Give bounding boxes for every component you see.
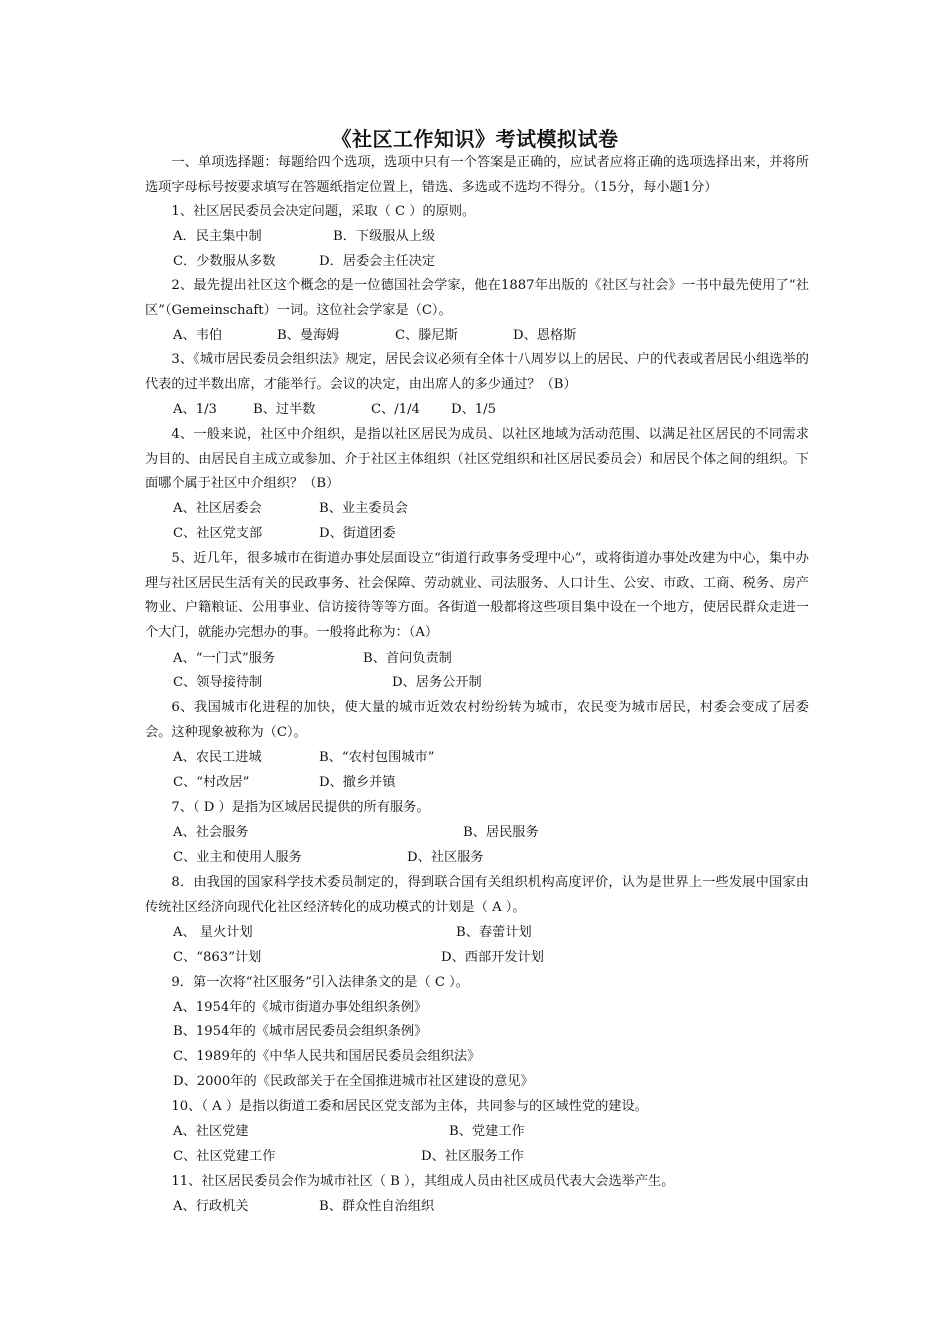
option-a: A、社区党建 <box>173 1124 249 1139</box>
question-8-options-row-1 <box>173 921 532 946</box>
question-10-stem: 10、（ A ）是指以街道工委和居民区党支部为主体，共同参与的区域性党的建设。 <box>171 1099 648 1114</box>
question-7-stem: 7、（ D ）是指为区域居民提供的所有服务。 <box>171 800 430 815</box>
option-d: D、街道团委 <box>319 526 396 541</box>
question-10-options-row-1 <box>173 1120 525 1145</box>
question-8-stem: 8．由我国的国家科学技术委员制定的，得到联合国有关组织机构高度评价，认为是世界上一些发展中国家由传统社区经济向现代化社区经济转化的成功模式的计划是（ A ）。 <box>145 875 809 915</box>
option-c: C．少数服从多数 <box>173 254 276 269</box>
option-d: D、1/5 <box>451 402 496 417</box>
question-9-stem: 9．第一次将“社区服务”引入法律条文的是（ C ）。 <box>171 975 469 990</box>
question-2-options <box>173 324 576 349</box>
question-7-options-row-1 <box>173 821 539 846</box>
option-a: A、社区居委会 <box>173 501 262 516</box>
option-b: B、居民服务 <box>463 825 539 840</box>
question-7-options-row-2 <box>173 846 484 871</box>
question-4-stem: 4、一般来说，社区中介组织，是指以社区居民为成员、以社区地域为活动范围、以满足社区居民的不同需求为目的、由居民自主成立或参加、介于社区主体组织（社区党组织和社区居民委员会）和居民个体之间的组织。下面哪个属于社区中介组织？（B） <box>145 427 809 492</box>
option-a: A、行政机关 <box>173 1199 249 1214</box>
option-d: D、撤乡并镇 <box>319 775 396 790</box>
question-3-options <box>173 398 496 423</box>
option-a: A、社会服务 <box>173 825 249 840</box>
section-intro: 一、单项选择题：每题给四个选项，选项中只有一个答案是正确的，应试者应将正确的选项选择出来，并将所选项字母标号按要求填写在答题纸指定位置上，错选、多选或不选均不得分。（15分，每小题1分） <box>145 155 809 195</box>
option-c: C、“863”计划 <box>173 950 262 965</box>
option-a: A、农民工进城 <box>173 750 262 765</box>
question-6-stem: 6、我国城市化进程的加快，使大量的城市近效农村纷纷转为城市，农民变为城市居民，村委会变成了居委会。这种现象被称为（C）。 <box>145 700 809 740</box>
page-title: 《社区工作知识》考试模拟试卷 <box>331 127 619 151</box>
option-c: C、滕尼斯 <box>395 328 458 343</box>
question-2-stem: 2、最先提出社区这个概念的是一位德国社会学家，他在1887年出版的《社区与社会》一书中最先使用了“社区”（Gemeinschaft）一词。这位社会学家是（C）。 <box>145 278 809 318</box>
question-4-options-row-1 <box>173 497 408 522</box>
question-3-stem: 3、《城市居民委员会组织法》规定，居民会议必须有全体十八周岁以上的居民、户的代表或者居民小组选举的代表的过半数出席，才能举行。会议的决定，由出席人的多少通过？（B） <box>145 352 809 392</box>
option-b: B、“农村包围城市” <box>319 750 435 765</box>
option-d: D．居委会主任决定 <box>319 254 436 269</box>
option-d: D、恩格斯 <box>513 328 577 343</box>
option-b: B、首问负责制 <box>363 651 452 666</box>
question-5-options-row-1 <box>173 647 452 672</box>
question-5-options-row-2 <box>173 671 482 696</box>
option-d: D、社区服务 <box>407 850 484 865</box>
option-c: C、社区党建工作 <box>173 1149 276 1164</box>
option-a: A、1/3 <box>173 402 217 417</box>
question-1-options-row-1 <box>173 225 435 250</box>
option-b: B、党建工作 <box>449 1124 525 1139</box>
question-6-options-row-2 <box>173 771 396 796</box>
option-b: B、1954年的《城市居民委员会组织条例》 <box>173 1024 428 1039</box>
option-a: A、韦伯 <box>173 328 223 343</box>
question-8-options-row-2 <box>173 946 544 971</box>
option-c: C、领导接待制 <box>173 675 263 690</box>
question-6-options-row-1 <box>173 746 435 771</box>
option-c: C、1989年的《中华人民共和国居民委员会组织法》 <box>173 1049 481 1064</box>
question-11-options-row-1 <box>173 1195 434 1220</box>
option-c: C、社区党支部 <box>173 526 263 541</box>
option-d: D、居务公开制 <box>392 675 482 690</box>
option-a: A、1954年的《城市街道办事处组织条例》 <box>173 1000 428 1015</box>
question-10-options-row-2 <box>173 1145 524 1170</box>
option-c: C、/1/4 <box>371 402 420 417</box>
option-d: D、社区服务工作 <box>421 1149 524 1164</box>
question-5-stem: 5、近几年，很多城市在街道办事处层面设立“街道行政事务受理中心”，或将街道办事处改建为中心，集中办理与社区居民生活有关的民政事务、社会保障、劳动就业、司法服务、人口计生、公安、市政、工商、税务、房产物业、户籍粮证、公用事业、信访接待等等方面。各街道一般都将这些项目集中设在一个地方，使居民群众走进一个大门，就能办完想办的事。一般将此称为：（A） <box>145 551 809 640</box>
option-b: B、业主委员会 <box>319 501 408 516</box>
option-b: B、曼海姆 <box>277 328 340 343</box>
option-a: A．民主集中制 <box>173 229 262 244</box>
option-c: C、业主和使用人服务 <box>173 850 302 865</box>
question-1-options-row-2 <box>173 250 435 275</box>
option-b: B、春蕾计划 <box>456 925 532 940</box>
question-1-stem: 1、社区居民委员会决定问题，采取（ C ）的原则。 <box>171 204 476 219</box>
option-a: A、 星火计划 <box>173 925 253 940</box>
question-4-options-row-2 <box>173 522 396 547</box>
option-a: A、“一门式”服务 <box>173 651 276 666</box>
option-c: C、“村改居” <box>173 775 250 790</box>
option-b: B．下级服从上级 <box>333 229 436 244</box>
question-11-stem: 11、社区居民委员会作为城市社区（ B ），其组成人员由社区成员代表大会选举产生。 <box>171 1174 675 1189</box>
option-d: D、2000年的《民政部关于在全国推进城市社区建设的意见》 <box>173 1074 534 1089</box>
option-d: D、西部开发计划 <box>441 950 544 965</box>
option-b: B、过半数 <box>253 402 316 417</box>
option-b: B、群众性自治组织 <box>319 1199 435 1214</box>
